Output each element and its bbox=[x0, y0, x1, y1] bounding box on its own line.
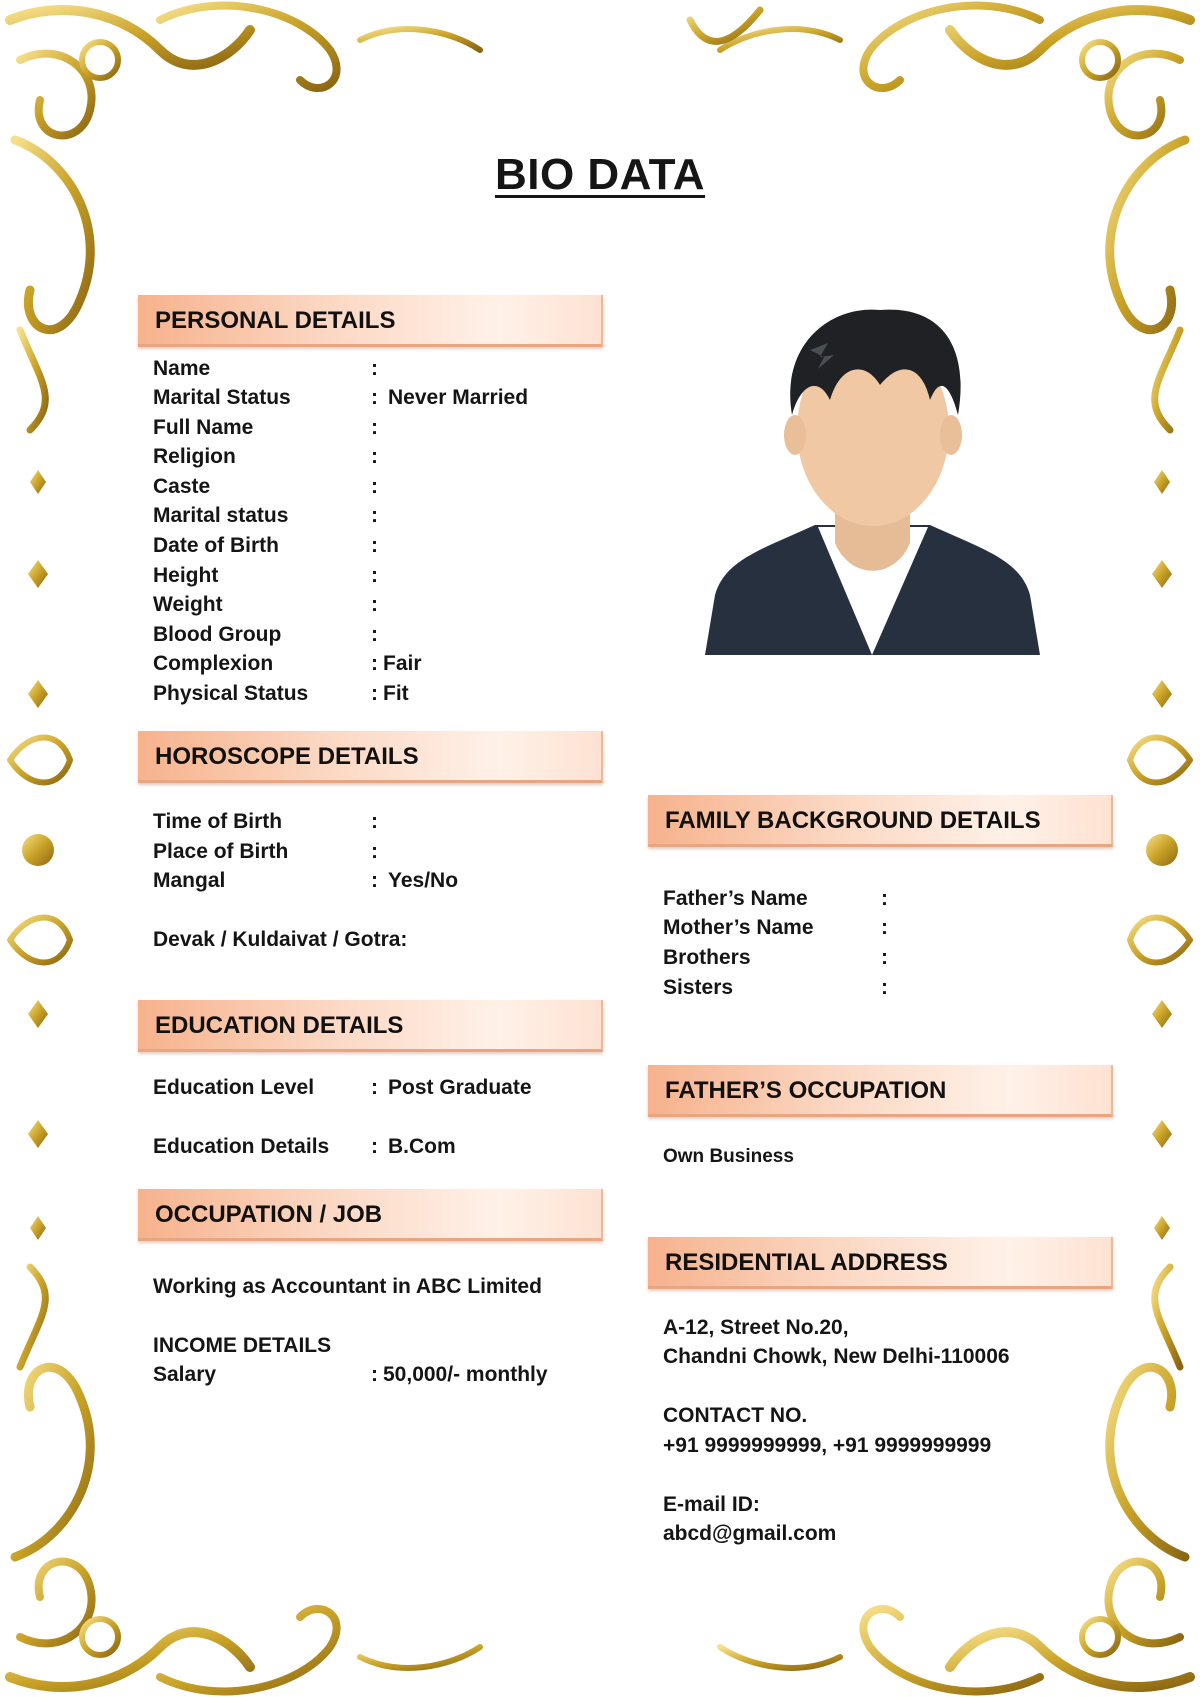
contact-label: CONTACT NO. bbox=[663, 1404, 808, 1427]
education-details-heading: EDUCATION DETAILS bbox=[138, 1000, 603, 1052]
family-background-heading: FAMILY BACKGROUND DETAILS bbox=[648, 795, 1113, 847]
person-avatar-icon bbox=[700, 305, 1045, 655]
email-label: E-mail ID: bbox=[663, 1493, 760, 1516]
income-details-heading: INCOME DETAILS bbox=[153, 1334, 332, 1357]
occupation-text: Working as Accountant in ABC Limited bbox=[153, 1275, 542, 1298]
father-occupation-text: Own Business bbox=[663, 1146, 794, 1167]
occupation-heading: OCCUPATION / JOB bbox=[138, 1189, 603, 1241]
email-value: abcd@gmail.com bbox=[663, 1522, 837, 1545]
personal-details-heading: PERSONAL DETAILS bbox=[138, 295, 603, 347]
contact-value: +91 9999999999, +91 9999999999 bbox=[663, 1434, 992, 1457]
horoscope-details-heading: HOROSCOPE DETAILS bbox=[138, 731, 603, 783]
gotra-label: Devak / Kuldaivat / Gotra: bbox=[153, 928, 408, 951]
page-title: BIO DATA bbox=[494, 150, 706, 199]
residential-address-heading: RESIDENTIAL ADDRESS bbox=[648, 1237, 1113, 1289]
biodata-page: BIO DATA PERSONAL DETAILS Name : Marital Status : Never Married Full Name : Religion : Caste : Marital status : Date of Birth : Height : Weight : Blood Group : Complexion : Fair Physical Status : Fit HOROSCOPE DETAILS Time of Birth : Place of Birth : Mangal : Yes/No Devak / Kuldaivat / Gotra: EDUCATION DETAILS Education Level : Post Graduate Education Details : B.Com OCCUPATION / JOB Working as Accountant in ABC Limited INCOME DETAILS Salary : 50,000/- monthly FAMILY BACKGROUND DETAILS Father’s Name : Mother’s Name : Brothers : Sisters : FATHER’S OCCUPATION Own Business RESIDENTIAL ADDRESS A-12, Street No.20, Chandni Chowk, New Delhi-110006 CONTACT NO. +91 9999999999, +91 9999999999 E-mail ID: abcd@gmail.com bbox=[0, 0, 1200, 1697]
address-line-1: A-12, Street No.20, bbox=[663, 1316, 849, 1339]
father-occupation-heading: FATHER’S OCCUPATION bbox=[648, 1065, 1113, 1117]
address-line-2: Chandni Chowk, New Delhi-110006 bbox=[663, 1345, 1010, 1368]
